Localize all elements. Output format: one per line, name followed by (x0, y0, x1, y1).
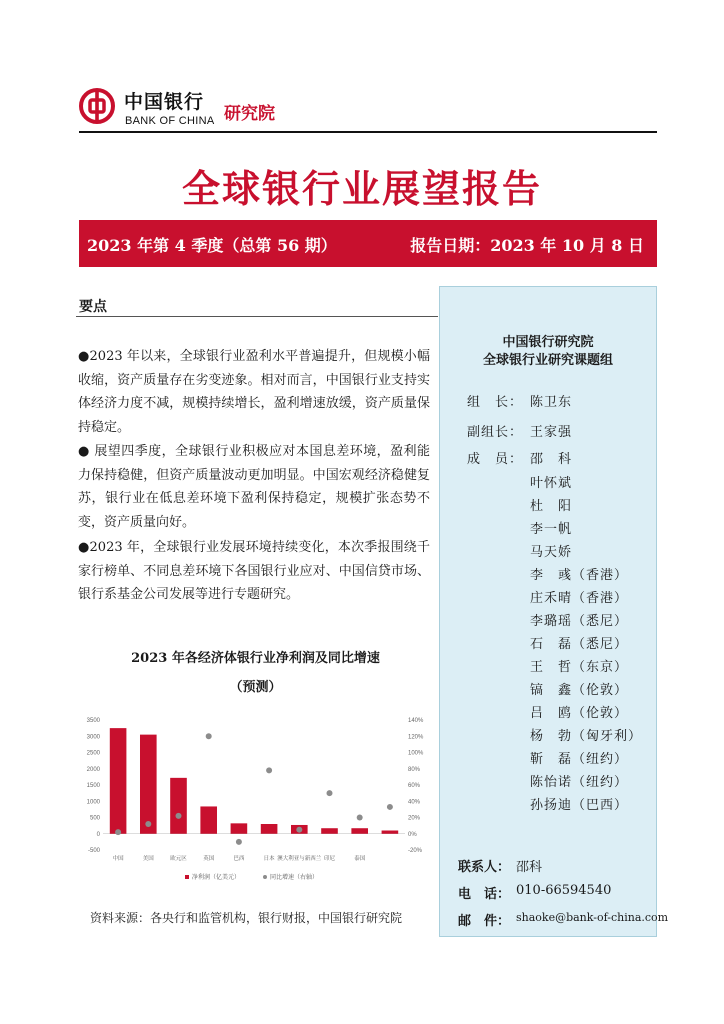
y-left-tick-label: -500 (87, 848, 100, 854)
y-right-tick-label: 20% (408, 815, 421, 822)
key-point-paragraph: ● 展望四季度，全球银行业积极应对本国息差环境，盈利能力保持稳健，但资产质量波动更加明显。中国宏观经济稳健复苏，银行业在低息差环境下盈利保持稳定，规模扩张态势不变，资产质量向好。 (78, 444, 430, 530)
y-right-tick-label: 0% (408, 831, 417, 838)
growth-point (145, 821, 151, 827)
chart-subtitle: （预测） (229, 680, 282, 695)
report-date: 报告日期：2023 年 10 月 8 日 (410, 236, 644, 255)
y-left-tick-label: 1000 (86, 799, 100, 806)
x-category-label: 巴西 (233, 856, 245, 862)
y-left-tick-label: 2500 (86, 750, 100, 757)
y-right-tick-label: 40% (408, 799, 421, 806)
member-name: 马天娇 (530, 545, 573, 560)
key-point-paragraph: ●2023 年，全球银行业发展环境持续变化，本次季报围绕千家行榜单、不同息差环境下各国银行业应对、中国信贷市场、银行系基金公司发展等进行专题研究。 (78, 540, 430, 602)
key-points-heading: 要点 (79, 298, 107, 314)
x-category-label: 英国 (203, 856, 215, 862)
y-left-tick-label: 3000 (86, 734, 100, 741)
profit-bar (261, 824, 278, 834)
chart-title: 2023 年各经济体银行业净利润及同比增速 (131, 651, 380, 666)
growth-point (357, 815, 363, 821)
bank-of-china-logo (79, 88, 115, 124)
growth-point (115, 829, 121, 835)
growth-point (206, 733, 212, 739)
email-link[interactable]: shaoke@bank-of-china.com (516, 911, 669, 924)
member-name: 吕 鸥（伦敦） (530, 706, 629, 721)
y-left-tick-label: 3500 (86, 718, 100, 724)
legend-dot-label: 同比增速（右轴） (270, 874, 319, 881)
x-category-label: 澳大利亚与新西兰 (277, 856, 322, 862)
profit-bar (351, 828, 368, 834)
growth-point (296, 827, 302, 833)
member-name: 王 哲（东京） (530, 660, 629, 675)
member-name: 靳 磊（纽约） (530, 752, 629, 767)
key-point-paragraph: ●2023 年以来，全球银行业盈利水平普遍提升，但规模小幅收缩，资产质量存在劣变迹象。相对而言，中国银行业支持实体经济力度不减，规模持续增长，盈利增速放缓，资产质量保持稳定。 (78, 349, 430, 435)
leader-name: 陈卫东 (530, 395, 573, 410)
logo-english-name: BANK OF CHINA (125, 115, 215, 127)
y-right-tick-label: 100% (408, 750, 424, 757)
y-left-tick-label: 0 (96, 831, 100, 838)
member-name: 李一帆 (530, 522, 573, 537)
x-category-label: 中国 (112, 856, 124, 862)
data-source-note: 资料来源：各央行和监管机构，银行财报，中国银行研究院 (90, 911, 403, 925)
y-left-tick-label: 1500 (86, 783, 100, 789)
y-right-tick-label: 120% (408, 734, 424, 741)
legend-bar-label: 净利润（亿美元） (192, 874, 241, 881)
member-name: 杜 阳 (530, 499, 573, 514)
member-name: 孙扬迪（巴西） (530, 798, 629, 813)
legend-bar-swatch (185, 875, 189, 879)
profit-bar (321, 828, 338, 834)
profit-bar (382, 831, 399, 834)
phone-number: 010-66594540 (516, 883, 612, 898)
legend-dot-swatch (263, 875, 267, 879)
panel-group-name: 全球银行业研究课题组 (482, 352, 613, 367)
profit-bar (140, 735, 157, 834)
member-name: 叶怀斌 (530, 476, 573, 491)
profit-growth-chart (79, 712, 439, 894)
profit-bar (200, 806, 217, 833)
profit-bar (170, 778, 187, 834)
growth-point (387, 804, 393, 810)
member-name: 石 磊（悉尼） (530, 637, 629, 652)
y-right-tick-label: 80% (408, 766, 421, 773)
report-title: 全球银行业展望报告 (181, 166, 542, 211)
growth-point (266, 767, 272, 773)
leader-label: 组 长： (467, 395, 524, 410)
y-right-tick-label: 140% (408, 718, 424, 724)
growth-point (327, 790, 333, 796)
deputy-label: 副组长： (467, 425, 524, 440)
member-name: 杨 勃（匈牙利） (530, 729, 643, 744)
member-name: 陈怡诺（纽约） (530, 775, 629, 790)
member-name: 镐 鑫（伦敦） (530, 683, 629, 698)
institute-name: 研究院 (224, 104, 275, 124)
x-category-label: 日本 (263, 856, 275, 862)
y-right-tick-label: 60% (408, 783, 421, 789)
growth-point (236, 839, 242, 845)
panel-org-name: 中国银行研究院 (502, 334, 594, 349)
member-name: 李 彧（香港） (530, 568, 629, 583)
profit-bar (231, 823, 248, 833)
y-left-tick-label: 2000 (86, 766, 100, 773)
email-label: 邮 件： (458, 914, 511, 929)
header-divider (79, 131, 657, 133)
growth-point (176, 813, 182, 819)
x-category-label: 印尼 (323, 856, 336, 862)
logo-chinese-name: 中国银行 (124, 91, 205, 113)
member-name: 庄禾晴（香港） (530, 591, 629, 606)
x-category-label: 美国 (142, 856, 154, 862)
member-name: 李璐瑶（悉尼） (530, 614, 629, 629)
y-left-tick-label: 500 (89, 815, 100, 822)
member-name: 邵 科 (530, 452, 573, 467)
contact-name: 邵科 (516, 860, 543, 875)
profit-bar (110, 728, 127, 834)
deputy-name: 王家强 (530, 425, 573, 440)
issue-number: 2023 年第 4 季度（总第 56 期） (87, 236, 337, 255)
y-right-tick-label: -20% (408, 848, 423, 854)
key-points-divider (76, 316, 438, 317)
members-label: 成 员： (467, 452, 524, 467)
phone-label: 电 话： (458, 887, 511, 902)
x-category-label: 泰国 (354, 856, 366, 862)
x-category-label: 欧元区 (170, 856, 187, 862)
contact-label: 联系人： (458, 860, 511, 875)
